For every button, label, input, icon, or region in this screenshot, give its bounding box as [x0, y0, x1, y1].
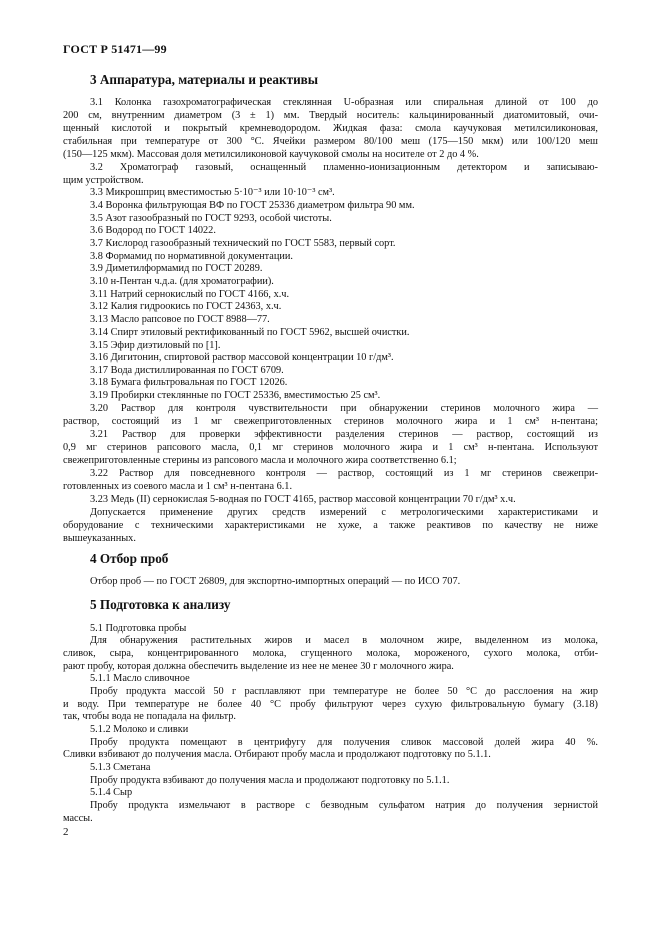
- text-line: 3.12 Калия гидроокись по ГОСТ 24363, х.ч.: [90, 301, 282, 312]
- text-line: свежеприготовленные стерины из рапсового масла и молочного жира соответственно 6.1;: [63, 455, 457, 466]
- text-line: 3.5 Азот газообразный по ГОСТ 9293, особой чистоты.: [90, 213, 332, 224]
- text-line: так, чтобы вода не попадала на фильтр.: [63, 711, 237, 722]
- text-line: 3.9 Диметилформамид по ГОСТ 20289.: [90, 263, 263, 274]
- text-line: массы.: [63, 813, 93, 824]
- page-number: 2: [63, 826, 69, 838]
- text-line: 3.8 Формамид по нормативной документации.: [90, 251, 293, 262]
- text-line: 3.11 Натрий сернокислый по ГОСТ 4166, х.ч.: [90, 289, 290, 300]
- text-line: 3.18 Бумага фильтровальная по ГОСТ 12026.: [90, 377, 288, 388]
- text-line: оборудование с техническими характеристиками не хуже, а также реактивов по качеству не ниже: [63, 520, 598, 531]
- text-line: (150—125 мкм). Массовая доля метилсиликоновой каучуковой смолы на носителе от 2 до 4 %.: [63, 149, 479, 160]
- text-line: Пробу продукта массой 50 г расплавляют при температуре не более 50 °С до расслоения на жир: [90, 686, 598, 697]
- text-line: 3.20 Раствор для контроля чувствительности при обнаружении стеринов молочного жира —: [90, 403, 598, 414]
- text-line: готовленных из соевого масла и 1 см³ н-пентана 6.1.: [63, 481, 293, 492]
- text-line: и воду. При температуре не более 40 °С пробу фильтруют через сухую фильтровальную бумагу (3.18): [63, 699, 598, 710]
- text-line: 3.3 Микрошприц вместимостью 5·10⁻³ или 10·10⁻³ см³.: [90, 187, 335, 198]
- text-line: 3.10 н-Пентан ч.д.а. (для хроматографии).: [90, 276, 274, 287]
- text-line: 3.22 Раствор для повседневного контроля — раствор, состоящий из 1 мг стеринов свежепри-: [90, 468, 598, 479]
- text-line: 3.1 Колонка газохроматографическая стеклянная U-образная или спиральная длиной от 100 до: [90, 97, 598, 108]
- text-line: 3.4 Воронка фильтрующая ВФ по ГОСТ 25336 диаметром фильтра 90 мм.: [90, 200, 415, 211]
- text-line: Пробу продукта помещают в центрифугу для получения сливок массовой долей жира 40 %.: [90, 737, 598, 748]
- text-line: Для обнаружения растительных жиров и масел в молочном жире, выделенном из молока,: [90, 635, 598, 646]
- text-line: щенный кислотой и покрытый кремневодородом. Жидкая фаза: смола каучуковая метилсиликоновая,: [63, 123, 598, 134]
- text-line: Сливки взбивают до получения масла. Отбирают пробу масла и продолжают подготовку по 5.1.1.: [63, 749, 491, 760]
- text-line: 3.17 Вода дистиллированная по ГОСТ 6709.: [90, 365, 284, 376]
- text-line: 3.2 Хроматограф газовый, оснащенный пламенно-ионизационным детектором и записываю-: [90, 162, 598, 173]
- section-3-title: 3 Аппаратура, материалы и реактивы: [90, 72, 319, 87]
- text-line: 3.14 Спирт этиловый ректификованный по ГОСТ 5962, высшей очистки.: [90, 327, 410, 338]
- text-line: 3.15 Эфир диэтиловый по [1].: [90, 340, 221, 351]
- text-line: 5.1.2 Молоко и сливки: [90, 724, 189, 735]
- text-line: 3.7 Кислород газообразный технический по ГОСТ 5583, первый сорт.: [90, 238, 396, 249]
- text-line: 200 см, внутренним диаметром (3 ± 1) мм. Твердый носитель: кальцинированный диатомитовый, очи-: [63, 110, 598, 121]
- text-line: рают пробу, которая должна обеспечить выделение из нее не менее 30 г молочного жира.: [63, 661, 454, 672]
- text-line: сливок, сыра, концентрированного молока, сгущенного молока, мороженого, сухого молока, отби-: [63, 648, 598, 659]
- text-line: 5.1.4 Сыр: [90, 787, 133, 798]
- text-line: 3.23 Медь (II) сернокислая 5-водная по ГОСТ 4165, раствор массовой концентрации 70 г/дм³ х.ч.: [90, 494, 516, 505]
- text-line: Пробу продукта взбивают до получения масла и продолжают подготовку по 5.1.1.: [90, 775, 450, 786]
- section-5-title: 5 Подготовка к анализу: [90, 597, 231, 612]
- text-line: 3.13 Масло рапсовое по ГОСТ 8988—77.: [90, 314, 270, 325]
- document-header-id: ГОСТ Р 51471—99: [63, 42, 167, 56]
- text-line: 3.6 Водород по ГОСТ 14022.: [90, 225, 216, 236]
- text-line: вышеуказанных.: [63, 533, 136, 544]
- text-line: Отбор проб — по ГОСТ 26809, для экспортно-импортных операций — по ИСО 707.: [90, 576, 461, 587]
- text-line: стабильная при температуре от 300 °С. Ячейки размером 80/100 меш (175—150 мкм) или 100/120 меш: [63, 136, 598, 147]
- text-line: Пробу продукта измельчают в растворе с безводным сульфатом натрия до получения зернистой: [90, 800, 598, 811]
- text-line: 3.16 Дигитонин, спиртовой раствор массовой концентрации 10 г/дм³.: [90, 352, 394, 363]
- text-line: 3.21 Раствор для проверки эффективности разделения стеринов — раствор, состоящий из: [90, 429, 598, 440]
- text-line: 3.19 Пробирки стеклянные по ГОСТ 25336, вместимостью 25 см³.: [90, 390, 381, 401]
- text-line: 5.1.1 Масло сливочное: [90, 673, 190, 684]
- text-line: раствор, состоящий из 1 мг свежеприготовленных стеринов молочного жира и 1 см³ н-пентана;: [63, 416, 598, 427]
- text-line: 5.1 Подготовка пробы: [90, 623, 187, 634]
- section-4-title: 4 Отбор проб: [90, 551, 169, 566]
- text-line: 0,9 мг стеринов рапсового масла, 0,1 мг стеринов молочного жира и 1 см³ н-пентана. Используют: [63, 442, 598, 453]
- text-line: Допускается применение других средств измерений с метрологическими характеристиками и: [90, 507, 598, 518]
- text-line: 5.1.3 Сметана: [90, 762, 151, 773]
- text-line: щим устройством.: [63, 175, 144, 186]
